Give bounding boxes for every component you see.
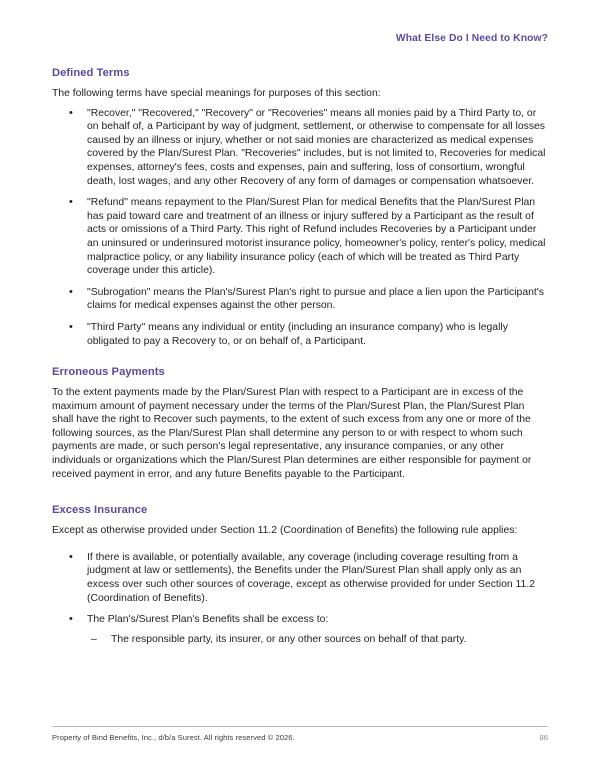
defined-terms-bullet-list (52, 107, 548, 349)
list-item (52, 551, 548, 605)
excess-insurance-bullet-list (52, 551, 548, 647)
list-item-text: "Recover," "Recovered," "Recovery" or "Recoveries" means all monies paid by a Third Party to, or on behalf of, a Participant by way of judgment, settlement, or otherwise to compensate for all losses caused by an illness or injury, whether or not said monies are characterized as medical expenses covered by the Plan/Surest Plan. "Recoveries" includes, but is not limited to, Recoveries for medical expenses, attorney's fees, costs and expenses, pain and suffering, loss of consortium, wrongful death, lost wages, and any other Recovery of any form of damages or compensation whatsoever. (87, 107, 546, 187)
list-item-text: "Third Party" means any individual or entity (including an insurance company) who is legally obligated to pay a Recovery to, or on behalf of, a Participant. (87, 321, 508, 347)
dash-icon: – (91, 633, 97, 645)
bullet-icon: • (69, 285, 73, 298)
page-footer (52, 726, 548, 754)
section-spacer (52, 490, 548, 503)
section-heading-excess-insurance: Excess Insurance (52, 504, 148, 517)
sub-list-item-text: The responsible party, its insurer, or any other sources on behalf of that party. (111, 633, 467, 645)
sub-list-item (87, 633, 548, 647)
list-item (52, 321, 548, 348)
list-item (52, 107, 548, 189)
running-header-title: What Else Do I Need to Know? (395, 33, 548, 44)
bullet-icon: • (69, 196, 73, 209)
list-item (52, 196, 548, 278)
list-item-text: "Refund" means repayment to the Plan/Surest Plan for medical Benefits that the Plan/Surest Plan has paid toward care and treatment of an illness or injury suffered by a Participant as the result of acts or omissions of a Third Party. This right of Refund includes Recoveries by a Participant under an uninsured or underinsured motorist insurance policy, homeowner's policy, renter's policy, medical malpractice policy, or any liability insurance policy (each of which will be treated as Third Party coverage under this article). (87, 197, 546, 277)
bullet-icon: • (69, 106, 73, 119)
footer-row (52, 733, 548, 742)
section-spacer (52, 348, 548, 365)
excess-insurance-intro: Except as otherwise provided under Section 11.2 (Coordination of Benefits) the following rule applies: (52, 525, 518, 537)
list-item (52, 613, 548, 646)
excess-insurance-sub-list (87, 633, 548, 647)
footer-page-number: 86 (539, 733, 548, 742)
section-heading-erroneous-payments: Erroneous Payments (52, 366, 165, 379)
list-item-text: The Plan's/Surest Plan's Benefits shall be excess to: (87, 614, 329, 626)
section-heading-defined-terms: Defined Terms (52, 67, 130, 79)
list-item-text: "Subrogation" means the Plan's/Surest Plan's right to pursue and place a lien upon the Participant's claims for medical expenses against the other person. (87, 286, 544, 312)
list-item-text: If there is available, or potentially available, any coverage (including coverage resulting from a judgment at law or settlements), the Benefits under the Plan/Surest Plan shall apply only as an excess over such other sources of coverage, except as otherwise provided for under Section 11.2 (Coordination of Benefits). (87, 551, 536, 604)
footer-copyright: Property of Bind Benefits, Inc., d/b/a Surest. All rights reserved © 2026. (52, 733, 295, 742)
bullet-icon: • (69, 320, 73, 333)
list-item (52, 286, 548, 313)
defined-terms-intro: The following terms have special meanings for purposes of this section: (52, 88, 381, 99)
footer-divider (52, 726, 548, 727)
bullet-icon: • (69, 550, 73, 563)
page-content (52, 66, 548, 646)
bullet-icon: • (69, 613, 73, 626)
list-spacer (52, 544, 548, 551)
erroneous-payments-paragraph: To the extent payments made by the Plan/Surest Plan with respect to a Participant are in excess of the maximum amount of payment necessary under the terms of the Plan/Surest Plan, the Plan/Surest Plan shall have the right to Recover such payments, to the extent of such excess from any one or more of the following sources, as the Plan/Surest Plan shall determine any person to or with respect to whom such payments are made, or such person's legal representative, any insurance companies, or any other individuals or organizations which the Plan/Surest Plan determines are either responsible for payment or received payment in error, and any future Benefits payable to the Participant. (52, 387, 532, 480)
